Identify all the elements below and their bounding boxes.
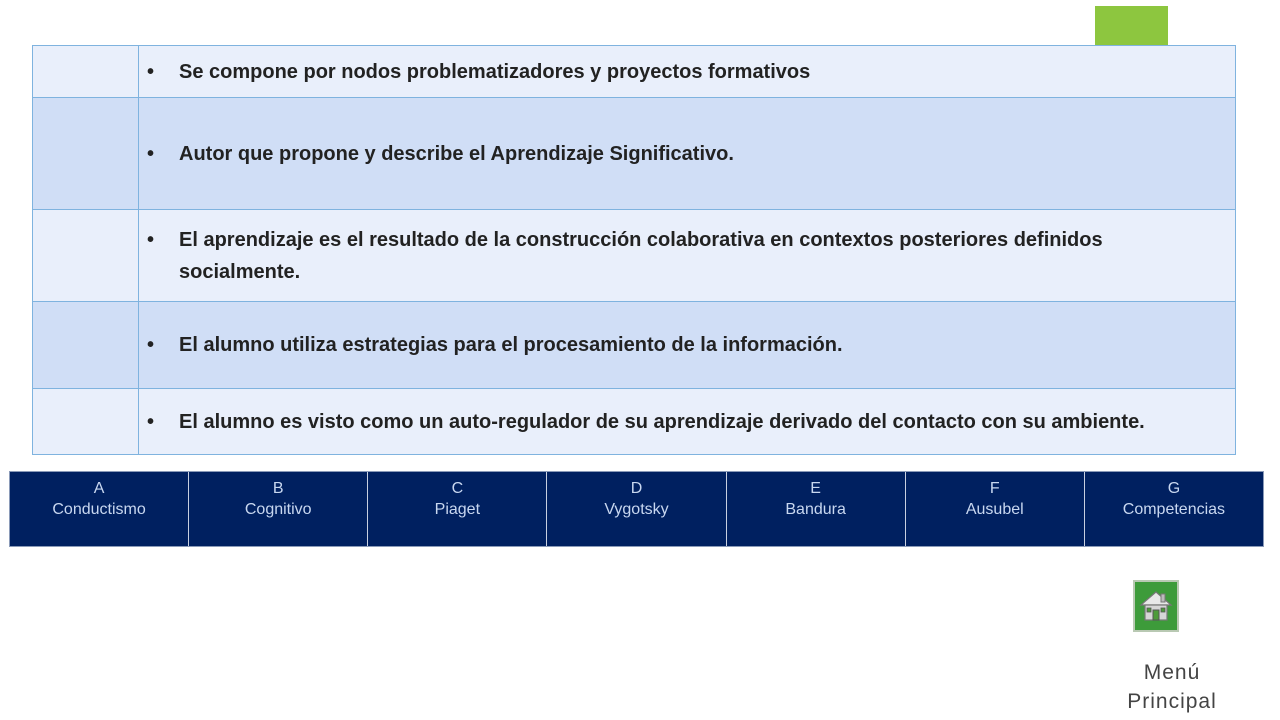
bullet: • [147,228,155,251]
statement-cell-2 [139,98,1236,210]
answer-cell-1[interactable] [33,46,139,98]
answer-cell-4[interactable] [33,302,139,389]
option-letter: A [93,480,105,497]
option-label: Competencias [1122,501,1226,518]
statement-cell-5 [139,389,1236,455]
decorative-green-tab [1095,0,1168,46]
option-f-button[interactable] [906,472,1085,546]
option-label: Ausubel [965,501,1024,518]
statement-text-2: Autor que propone y describe el Aprendizaje Significativo. [179,142,734,165]
option-label: Piaget [434,501,481,518]
statement-row-4 [33,302,1236,389]
options-bar [9,471,1264,547]
statements-table [32,45,1236,455]
answer-cell-2[interactable] [33,98,139,210]
statement-text-3: El aprendizaje es el resultado de la construcción colaborativa en contextos posteriores definidos socialmente. [179,228,1103,283]
home-label-line2: Principal [1127,690,1217,713]
statement-text-5: El alumno es visto como un auto-regulador de su aprendizaje derivado del contacto con su ambiente. [179,410,1145,433]
option-a-button[interactable] [10,472,189,546]
statement-cell-1 [139,46,1236,98]
statement-row-3 [33,210,1236,302]
option-letter: B [272,480,284,497]
house-icon [1139,589,1173,623]
option-letter: G [1167,480,1181,497]
statement-row-1 [33,46,1236,98]
home-label-line1: Menú [1143,661,1201,684]
answer-cell-5[interactable] [33,389,139,455]
option-letter: F [989,480,1000,497]
option-letter: C [451,480,464,497]
statement-row-2 [33,98,1236,210]
option-b-button[interactable] [189,472,368,546]
option-label: Vygotsky [604,501,669,518]
option-e-button[interactable] [727,472,906,546]
bullet: • [147,142,155,165]
home-button[interactable] [1133,580,1179,632]
bullet: • [147,410,155,433]
option-d-button[interactable] [547,472,726,546]
statement-cell-3 [139,210,1236,302]
statement-text-4: El alumno utiliza estrategias para el procesamiento de la información. [179,334,843,356]
home-label [1110,658,1234,716]
bullet: • [147,60,155,83]
option-label: Cognitivo [244,501,312,518]
statement-text-1: Se compone por nodos problematizadores y proyectos formativos [179,60,811,83]
answer-cell-3[interactable] [33,210,139,302]
bullet: • [147,334,155,356]
option-label: Bandura [785,501,846,518]
statement-cell-4 [139,302,1236,389]
option-c-button[interactable] [368,472,547,546]
option-letter: D [630,480,643,497]
option-letter: E [810,480,821,497]
statement-row-5 [33,389,1236,455]
option-g-button[interactable] [1085,472,1263,546]
option-label: Conductismo [52,501,146,518]
